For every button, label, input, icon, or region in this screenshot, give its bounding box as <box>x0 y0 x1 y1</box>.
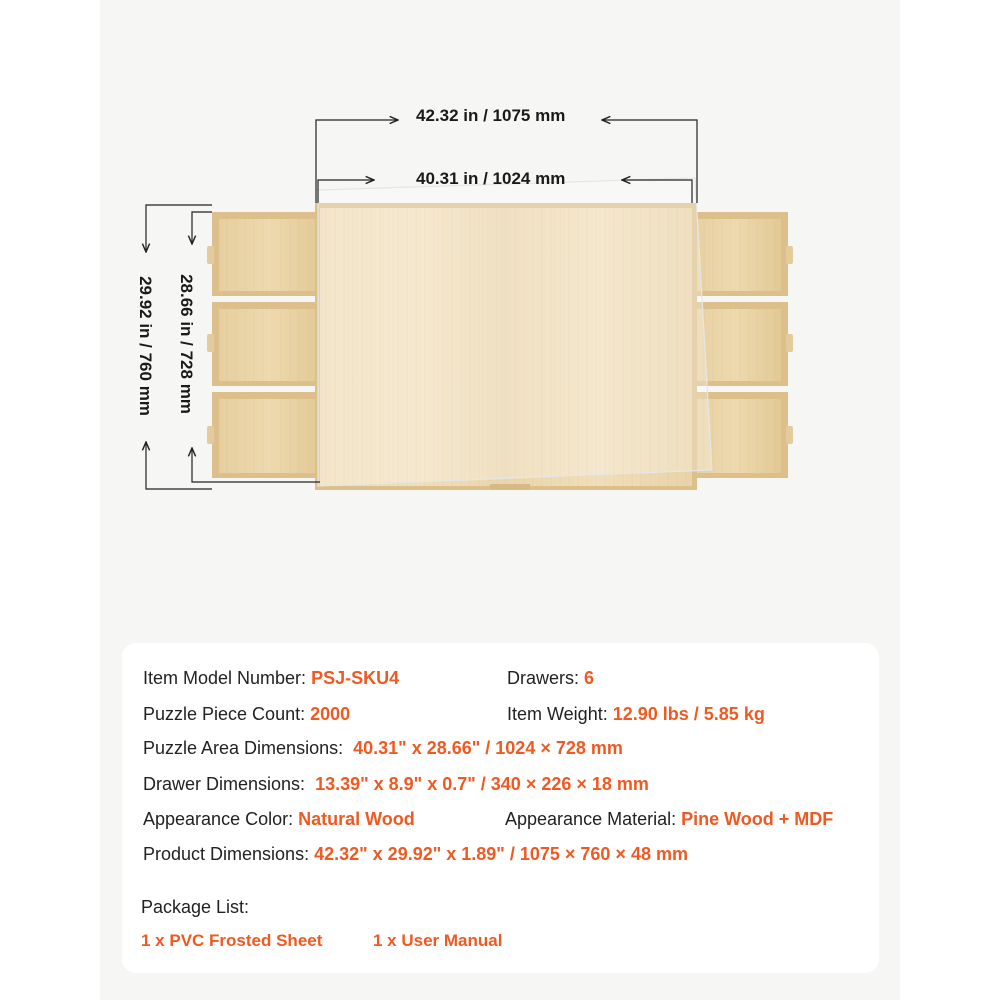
frosted-sheet <box>318 178 712 486</box>
puzzle-area-value: 40.31" x 28.66" / 1024 × 728 mm <box>353 738 623 758</box>
spec-puzzle-area: Puzzle Area Dimensions: 40.31" x 28.66" / 1024 × 728 mm <box>143 738 623 758</box>
drawers-value: 6 <box>584 668 595 688</box>
package-item: 1 x User Manual <box>373 931 503 950</box>
outer-width-label: 42.32 in / 1075 mm <box>416 106 566 125</box>
spec-drawers: Drawers: 6 <box>507 668 595 688</box>
left-drawers <box>207 212 320 478</box>
color-value: Natural Wood <box>298 809 415 829</box>
spec-piece-count: Puzzle Piece Count: 2000 <box>143 704 351 724</box>
spec-drawer-dimensions: Drawer Dimensions: 13.39" x 8.9" x 0.7" / 340 × 226 × 18 mm <box>143 774 649 794</box>
piece-count-value: 2000 <box>310 704 351 724</box>
spec-material: Appearance Material: Pine Wood + MDF <box>505 809 834 829</box>
spec-card <box>122 643 879 973</box>
package-list-title: Package List: <box>141 897 250 917</box>
outer-height-label: 29.92 in / 760 mm <box>136 276 155 416</box>
weight-value: 12.90 lbs / 5.85 kg <box>612 704 765 724</box>
material-value: Pine Wood + MDF <box>681 809 834 829</box>
spec-model: Item Model Number: PSJ-SKU4 <box>143 668 400 688</box>
inner-height-label: 28.66 in / 728 mm <box>177 274 196 414</box>
model-number-value: PSJ-SKU4 <box>311 668 400 688</box>
spec-weight: Item Weight: 12.90 lbs / 5.85 kg <box>507 704 765 724</box>
spec-product-dimensions: Product Dimensions: 42.32" x 29.92" x 1.89" / 1075 × 760 × 48 mm <box>143 844 688 864</box>
product-dimensions-value: 42.32" x 29.92" x 1.89" / 1075 × 760 × 48 mm <box>314 844 688 864</box>
inner-width-label: 40.31 in / 1024 mm <box>416 169 566 188</box>
package-item: 1 x PVC Frosted Sheet <box>141 931 323 950</box>
spec-color: Appearance Color: Natural Wood <box>143 809 415 829</box>
drawer-dimensions-value: 13.39" x 8.9" x 0.7" / 340 × 226 × 18 mm <box>315 774 649 794</box>
